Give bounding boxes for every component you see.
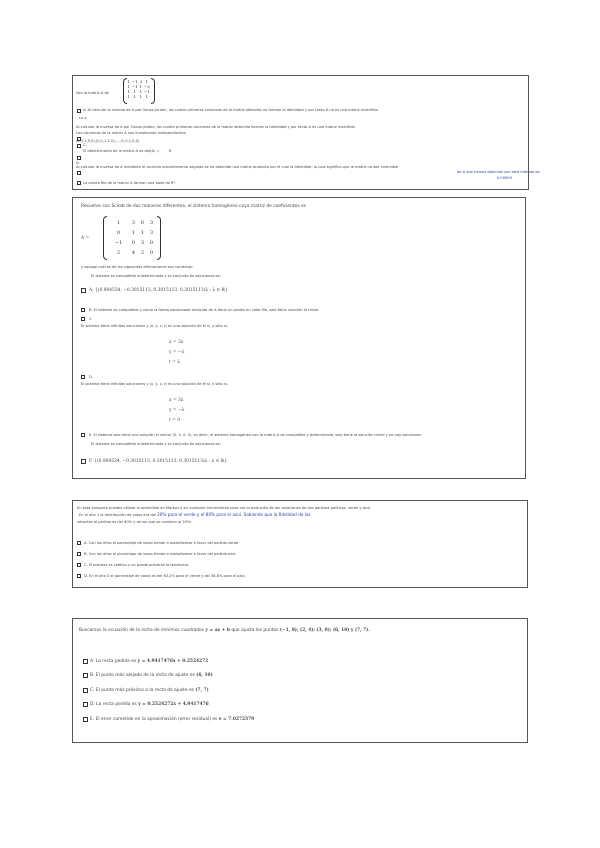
q1-intro: Sea la matriz A de	[76, 91, 109, 95]
q1-option-a-note: La a	[79, 116, 87, 120]
q4-option-c-text: C. El punto más próximo a la recta de ajuste es	[90, 688, 196, 693]
q1-para-b2: Las columnas de la matriz A son linealmente independientes.	[76, 131, 187, 135]
q1-option-last: La quinta fila de la matriz A forman una base de R⁴.	[83, 181, 177, 185]
question-2-box	[72, 197, 526, 479]
q1-blue-note: de A que hemos obtenido por este método es:	[457, 170, 541, 174]
q2-option-a: A. {(0.904534, −0.3015113, 0.3015113, 0.3015113)λ : λ ∈ ℝ}	[89, 288, 228, 293]
q1-para-b: Al calcular la inversa de A por Gauss-Jordan, las cuatro primeras columnas de la matriz obtenida forman la identidad y por tanto A es una matriz invertible.	[76, 125, 356, 129]
q3-line3: votantes al partido es del 80% y de los que se cambian al 20%:	[77, 520, 192, 524]
q4-option-e-eq: e = 7.0272379	[218, 717, 255, 722]
q2-sys2-line2: y = −λ	[169, 408, 185, 413]
q2-sys2-line3: t = 0	[169, 418, 181, 423]
q2-para2: El sistema tiene infinitas soluciones y (x, y, z, t) es una solución de él si, y sólo si,	[81, 382, 228, 386]
q2-option-f: F. {(0.904534, −0.3015113, 0.3015113, 0.3015113)λ : λ ∈ ℝ}	[89, 459, 227, 464]
q1-para-e: Al calcular la inversa de A mediante el correcto procedimiento seguido se ha obtenido una matriz producto por el cual la identidad, lo cual significa que la matriz no sea inversible	[76, 165, 399, 169]
q2-title: Resuelve con Scilab de dos maneras diferentes, el sistema homogéneo cuya matriz de coeficientes es	[81, 204, 306, 209]
q2-option-c-label: C.	[89, 317, 93, 321]
q1-det-line: El determinante de la matriz A es det(A) =	[83, 149, 160, 153]
q3-option-c: C. El proceso es caótico y no puede preverse la tendencia.	[84, 563, 190, 567]
q1-option-c-label: C.	[83, 143, 87, 147]
q2-sys1-line3: t = λ	[169, 360, 181, 365]
q2-option-e-sub: El sistema es compatible indeterminado y su conjunto de soluciones es:	[91, 442, 221, 446]
q4-option-b-text: B. El punto más alejado de la recta de ajuste es	[90, 673, 197, 678]
q4-option-c-eq: (7, 7)	[195, 688, 209, 693]
q3-option-d-checkbox[interactable]	[77, 574, 81, 578]
q1-option-c-checkbox[interactable]	[77, 144, 81, 148]
q4-option-d-text: D. La recta pedida es	[90, 702, 139, 707]
q2-option-a-checkbox[interactable]	[81, 288, 86, 293]
q4-title-points: (−1, 8); (2, 4); (3, 0); (6, 10) y (7, 7).	[279, 628, 370, 633]
q2-option-c-checkbox[interactable]	[81, 317, 85, 321]
q1-matrix: 1 −1 3 1 1 −1 1 −3 1 1 1 −1 1 1 1 1	[123, 78, 155, 104]
q4-option-a	[90, 659, 208, 664]
q2-sys1-line1: x = 3λ	[169, 340, 184, 345]
q4-option-c	[90, 688, 209, 693]
q4-option-e-checkbox[interactable]	[83, 717, 88, 722]
q4-option-d-eq: y = 0.2524272x + 4.9417476	[138, 702, 209, 707]
q1-option-e-checkbox[interactable]	[77, 171, 81, 175]
q1-blue-value: 0.00000	[497, 176, 512, 180]
q4-title-b: que ajusta los puntos	[229, 628, 280, 633]
q2-matrix: 1 3 0 3 0 1 1 3 −1 0 3 0 2 4 2 0	[103, 216, 161, 260]
q2-option-d-label: D.	[89, 375, 93, 379]
q4-option-d	[90, 702, 209, 707]
q1-list-line: (1,1,1,0,0),(0,1,1,1,0),...,(1,0,1,0,0)	[76, 139, 140, 143]
q4-option-b	[90, 673, 213, 678]
q2-sys2-line1: x = 3λ	[169, 398, 184, 403]
q3-option-c-checkbox[interactable]	[77, 563, 81, 567]
q4-option-a-text: A. La recta pedida es	[90, 659, 138, 664]
q3-line2	[79, 512, 311, 517]
q4-option-e-text: E. El error cometido en la aproximación (error residual) es	[90, 717, 219, 722]
q3-line2a: En el año 1 la distribución de votos era del	[79, 513, 158, 517]
q4-title-eq: y = ax + b	[205, 628, 230, 633]
q2-option-f-checkbox[interactable]	[81, 459, 86, 464]
q1-option-f-checkbox[interactable]	[77, 181, 81, 185]
q2-sub-prompt: El sistema es compatible indeterminado y su conjunto de soluciones es:	[91, 274, 221, 278]
q1-option-a: A. Al calcular la inversa de A por Gauss-Jordan, las cuatro primeras columnas de la matriz obtenida no forman la identidad y por tanto A no es una matriz invertible.	[83, 108, 379, 112]
q4-option-d-checkbox[interactable]	[83, 702, 88, 707]
q3-option-d: D. En el año 3 el porcentaje de votos es del 63.2% para el verde y del 36.8% para el azul.	[84, 574, 246, 578]
question-3-box	[72, 500, 528, 588]
q3-line1: En esta pregunta puedes utilizar lo aprendido en Markov o en cualquier herramienta para ver la evolución de las votaciones de dos partidos políticos, verde y azul.	[77, 506, 372, 510]
q4-title-a: Buscamos la ecuación de la recta de mínimos cuadrados	[79, 628, 206, 633]
q4-option-a-eq: y = 4.9417476x + 0.2524272	[137, 659, 209, 664]
q4-option-a-checkbox[interactable]	[83, 659, 88, 664]
q3-option-a-checkbox[interactable]	[77, 541, 81, 545]
q4-title	[79, 628, 370, 633]
q2-option-e-checkbox[interactable]	[81, 433, 85, 437]
q3-line2b: 20% para el verde y el 80% para el azul. Sabiendo que la fidelidad de los	[157, 512, 311, 517]
q2-option-b-checkbox[interactable]	[81, 308, 85, 312]
q2-option-e: E. El sistema solo tiene una solución el vector (0, 0, 0, 0), es decir, el sistema homogéneo con la matriz A es compatible y determinado, solo tiene la solución trivial y no hay soluciones	[89, 433, 422, 437]
q4-option-c-checkbox[interactable]	[83, 688, 88, 693]
question-4-box	[72, 618, 528, 743]
q2-para1: El sistema tiene infinitas soluciones y (x, y, z, t) es una solución de él si, y sólo si,	[81, 324, 228, 328]
q2-option-d-checkbox[interactable]	[81, 375, 85, 379]
q3-option-a: A. Con los años el porcentaje de votos tiende a estabilizarse a favor del partido verde.	[84, 541, 240, 545]
q3-option-b-checkbox[interactable]	[77, 552, 81, 556]
q2-matrix-label: A =	[81, 236, 90, 241]
q2-prompt: y escoge cuál es de las siguientes afirmaciones son correctas:	[81, 265, 194, 269]
q2-sys1-line2: y = −λ	[169, 350, 185, 355]
q1-option-d-label: D.	[76, 161, 80, 165]
question-1-box	[72, 75, 541, 190]
q2-option-b: B. El sistema es compatible y como la forma escalonada reducida de A tiene un pivote en cada fila, solo tiene solución la trivial.	[89, 308, 320, 312]
q1-det-value: 6	[169, 149, 172, 153]
q3-option-b: B. Con los años el porcentaje de votos tiende a estabilizarse a favor del partido azul.	[84, 552, 237, 556]
q4-option-b-eq: (6, 10)	[196, 673, 213, 678]
q4-option-e	[90, 717, 254, 722]
q1-option-a-checkbox[interactable]	[77, 109, 81, 113]
q4-option-b-checkbox[interactable]	[83, 673, 88, 678]
q1-option-d-checkbox[interactable]	[77, 156, 81, 160]
